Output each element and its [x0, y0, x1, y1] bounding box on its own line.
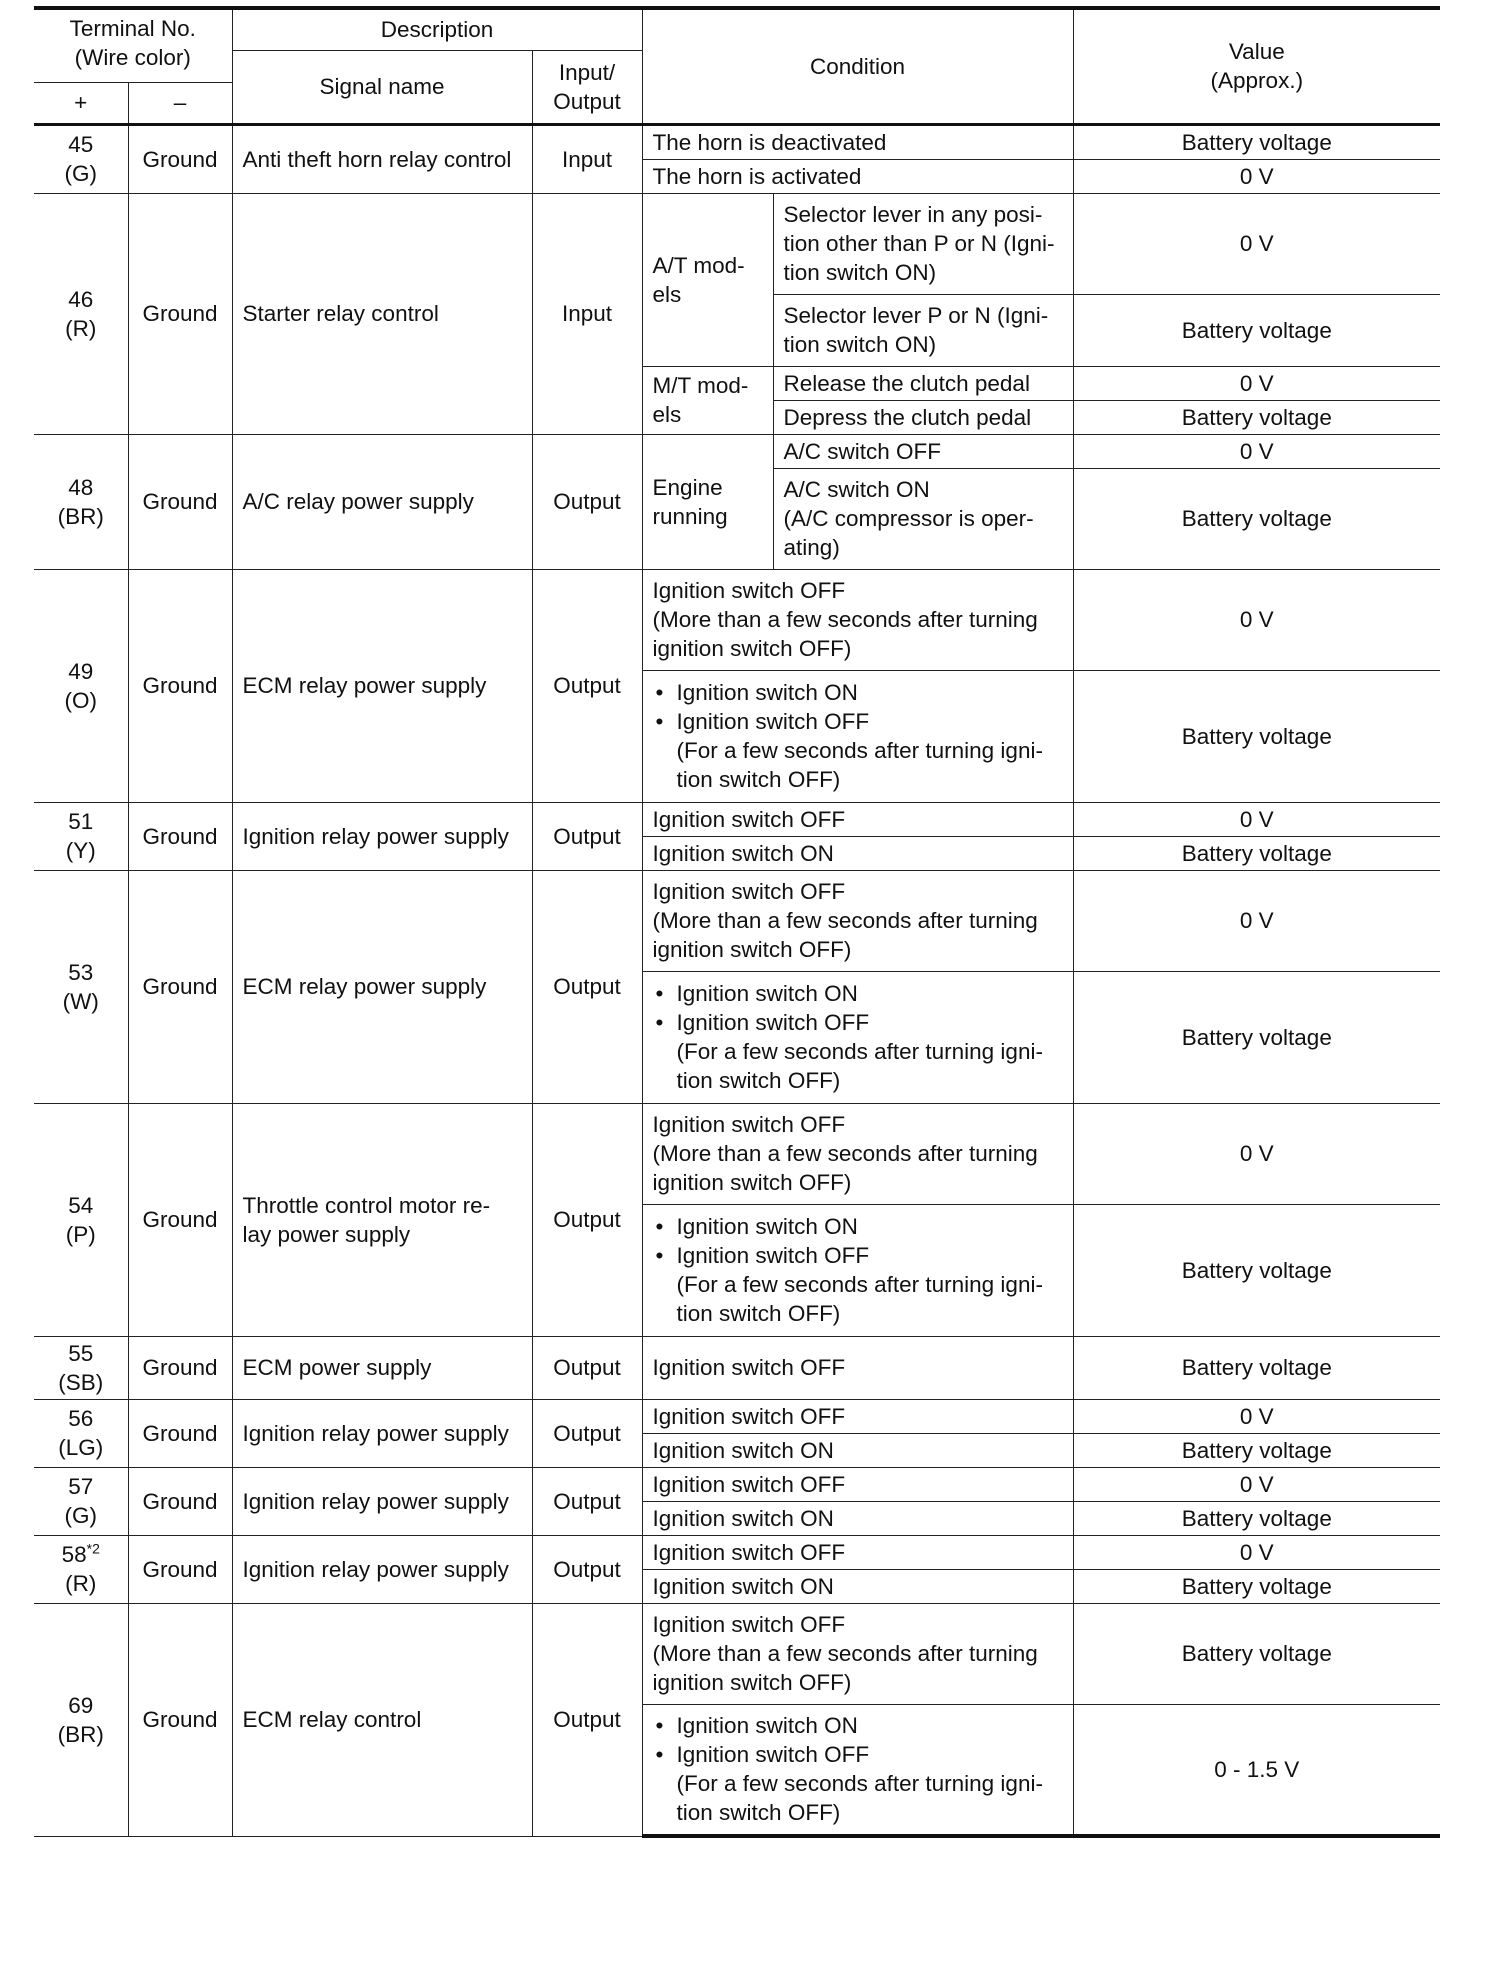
condition-cell: Selector lever P or N (Igni- tion switch ON) [773, 294, 1073, 366]
value-cell: Battery voltage [1073, 971, 1440, 1103]
condition-cell: Ignition switch ON [642, 1433, 1073, 1467]
value-cell: Battery voltage [1073, 400, 1440, 434]
table-row [34, 1336, 1440, 1399]
io-type: Output [532, 1603, 642, 1836]
terminal-minus: Ground [128, 870, 232, 1103]
terminal-minus: Ground [128, 434, 232, 569]
io-type: Output [532, 1467, 642, 1535]
table-header [34, 8, 1440, 124]
condition-group-label: Engine running [642, 434, 773, 569]
condition-bullet: • Ignition switch OFF [653, 1008, 1063, 1037]
condition-cell: The horn is activated [642, 159, 1073, 193]
condition-cell: Ignition switch ON [642, 836, 1073, 870]
table-row [34, 1103, 1440, 1204]
condition-bullets [653, 979, 1063, 1037]
value-cell: Battery voltage [1073, 1603, 1440, 1704]
condition-note: (For a few seconds after turning igni- tion switch OFF) [676, 738, 1043, 792]
terminal-minus: Ground [128, 124, 232, 193]
terminal-plus: 45 (G) [34, 124, 128, 193]
signal-name: Ignition relay power supply [232, 1535, 532, 1603]
header-condition: Condition [642, 8, 1073, 124]
terminal-plus: 55 (SB) [34, 1336, 128, 1399]
value-cell: 0 V [1073, 569, 1440, 670]
terminal-wire-color: (R) [65, 1571, 97, 1596]
condition-cell: The horn is deactivated [642, 124, 1073, 159]
signal-name: Throttle control motor re- lay power supply [232, 1103, 532, 1336]
terminal-plus: 54 (P) [34, 1103, 128, 1336]
condition-cell: Ignition switch OFF (More than a few seconds after turning ignition switch OFF) [642, 569, 1073, 670]
terminal-plus: 51 (Y) [34, 802, 128, 870]
table-row [34, 569, 1440, 670]
condition-bullet: • Ignition switch ON [653, 678, 1063, 707]
terminal-plus: 56 (LG) [34, 1399, 128, 1467]
value-cell: 0 V [1073, 1103, 1440, 1204]
value-cell: 0 V [1073, 870, 1440, 971]
terminal-minus: Ground [128, 569, 232, 802]
signal-name: ECM relay control [232, 1603, 532, 1836]
condition-cell: Depress the clutch pedal [773, 400, 1073, 434]
terminal-plus [34, 1535, 128, 1603]
terminal-plus: 49 (O) [34, 569, 128, 802]
value-cell: Battery voltage [1073, 294, 1440, 366]
value-cell: Battery voltage [1073, 1501, 1440, 1535]
condition-cell [642, 1704, 1073, 1836]
condition-bullet: • Ignition switch OFF [653, 707, 1063, 736]
terminal-footnote: *2 [86, 1540, 100, 1557]
value-cell: 0 V [1073, 434, 1440, 468]
terminal-minus: Ground [128, 1467, 232, 1535]
condition-note: (For a few seconds after turning igni- tion switch OFF) [676, 1039, 1043, 1093]
signal-name: Ignition relay power supply [232, 1399, 532, 1467]
signal-name: ECM relay power supply [232, 569, 532, 802]
value-cell: 0 V [1073, 802, 1440, 836]
condition-bullets [653, 678, 1063, 736]
value-cell: Battery voltage [1073, 1336, 1440, 1399]
condition-cell: Release the clutch pedal [773, 366, 1073, 400]
condition-cell: Ignition switch OFF (More than a few seconds after turning ignition switch OFF) [642, 1603, 1073, 1704]
condition-cell: Ignition switch ON [642, 1569, 1073, 1603]
condition-cell: Ignition switch OFF [642, 1535, 1073, 1569]
condition-cell [642, 971, 1073, 1103]
io-type: Input [532, 124, 642, 193]
condition-cell: Ignition switch OFF (More than a few seconds after turning ignition switch OFF) [642, 1103, 1073, 1204]
terminal-minus: Ground [128, 193, 232, 434]
condition-bullet: • Ignition switch OFF [653, 1241, 1063, 1270]
condition-cell: Ignition switch OFF (More than a few seconds after turning ignition switch OFF) [642, 870, 1073, 971]
condition-cell: Ignition switch OFF [642, 1467, 1073, 1501]
value-cell: Battery voltage [1073, 836, 1440, 870]
io-type: Output [532, 1399, 642, 1467]
signal-name: Anti theft horn relay control [232, 124, 532, 193]
condition-cell [642, 670, 1073, 802]
terminal-plus: 69 (BR) [34, 1603, 128, 1836]
condition-bullet: • Ignition switch OFF [653, 1740, 1063, 1769]
value-cell: Battery voltage [1073, 124, 1440, 159]
condition-cell [642, 1204, 1073, 1336]
signal-name: ECM relay power supply [232, 870, 532, 1103]
condition-cell: Selector lever in any posi- tion other than P or N (Igni- tion switch ON) [773, 193, 1073, 294]
header-plus: + [34, 82, 128, 124]
condition-cell: A/C switch OFF [773, 434, 1073, 468]
table-row [34, 434, 1440, 468]
value-cell: 0 - 1.5 V [1073, 1704, 1440, 1836]
header-value: Value (Approx.) [1073, 8, 1440, 124]
condition-bullet: • Ignition switch ON [653, 1711, 1063, 1740]
condition-cell: Ignition switch OFF [642, 802, 1073, 836]
terminal-minus: Ground [128, 1535, 232, 1603]
condition-cell: Ignition switch ON [642, 1501, 1073, 1535]
value-cell: Battery voltage [1073, 670, 1440, 802]
condition-cell: A/C switch ON (A/C compressor is oper- ating) [773, 468, 1073, 569]
header-description: Description [232, 8, 642, 50]
value-cell: Battery voltage [1073, 1204, 1440, 1336]
value-cell: 0 V [1073, 1399, 1440, 1433]
condition-group-label: M/T mod- els [642, 366, 773, 434]
io-type: Output [532, 434, 642, 569]
terminal-minus: Ground [128, 802, 232, 870]
condition-bullet: • Ignition switch ON [653, 1212, 1063, 1241]
table-row [34, 802, 1440, 836]
terminal-plus: 57 (G) [34, 1467, 128, 1535]
io-type: Output [532, 1336, 642, 1399]
value-cell: Battery voltage [1073, 1569, 1440, 1603]
signal-name: Starter relay control [232, 193, 532, 434]
header-terminal: Terminal No. (Wire color) [34, 8, 232, 82]
terminal-minus: Ground [128, 1336, 232, 1399]
terminal-minus: Ground [128, 1603, 232, 1836]
condition-bullets [653, 1711, 1063, 1769]
condition-note: (For a few seconds after turning igni- tion switch OFF) [676, 1272, 1043, 1326]
value-cell: 0 V [1073, 1535, 1440, 1569]
value-cell: 0 V [1073, 159, 1440, 193]
io-type: Output [532, 802, 642, 870]
value-cell: 0 V [1073, 366, 1440, 400]
condition-bullet: • Ignition switch ON [653, 979, 1063, 1008]
condition-cell: Ignition switch OFF [642, 1336, 1073, 1399]
signal-name: ECM power supply [232, 1336, 532, 1399]
table-row [34, 1467, 1440, 1501]
terminal-plus: 48 (BR) [34, 434, 128, 569]
signal-name: Ignition relay power supply [232, 1467, 532, 1535]
condition-note: (For a few seconds after turning igni- tion switch OFF) [676, 1771, 1043, 1826]
signal-name: A/C relay power supply [232, 434, 532, 569]
terminal-plus: 46 (R) [34, 193, 128, 434]
table-body [34, 124, 1440, 1836]
table-row [34, 870, 1440, 971]
table-row [34, 1603, 1440, 1704]
io-type: Output [532, 870, 642, 1103]
value-cell: 0 V [1073, 193, 1440, 294]
terminal-minus: Ground [128, 1399, 232, 1467]
terminal-table [34, 6, 1440, 1838]
table-row [34, 193, 1440, 294]
io-type: Input [532, 193, 642, 434]
terminal-number: 58 [61, 1542, 87, 1567]
condition-bullets [653, 1212, 1063, 1270]
table-row [34, 124, 1440, 159]
io-type: Output [532, 569, 642, 802]
signal-name: Ignition relay power supply [232, 802, 532, 870]
terminal-minus: Ground [128, 1103, 232, 1336]
value-cell: Battery voltage [1073, 468, 1440, 569]
condition-group-label: A/T mod- els [642, 193, 773, 366]
io-type: Output [532, 1535, 642, 1603]
header-signal-name: Signal name [232, 50, 532, 124]
header-io: Input/ Output [532, 50, 642, 124]
table-row [34, 1535, 1440, 1569]
header-minus: – [128, 82, 232, 124]
condition-cell: Ignition switch OFF [642, 1399, 1073, 1433]
table-row [34, 1399, 1440, 1433]
io-type: Output [532, 1103, 642, 1336]
value-cell: 0 V [1073, 1467, 1440, 1501]
value-cell: Battery voltage [1073, 1433, 1440, 1467]
terminal-plus: 53 (W) [34, 870, 128, 1103]
